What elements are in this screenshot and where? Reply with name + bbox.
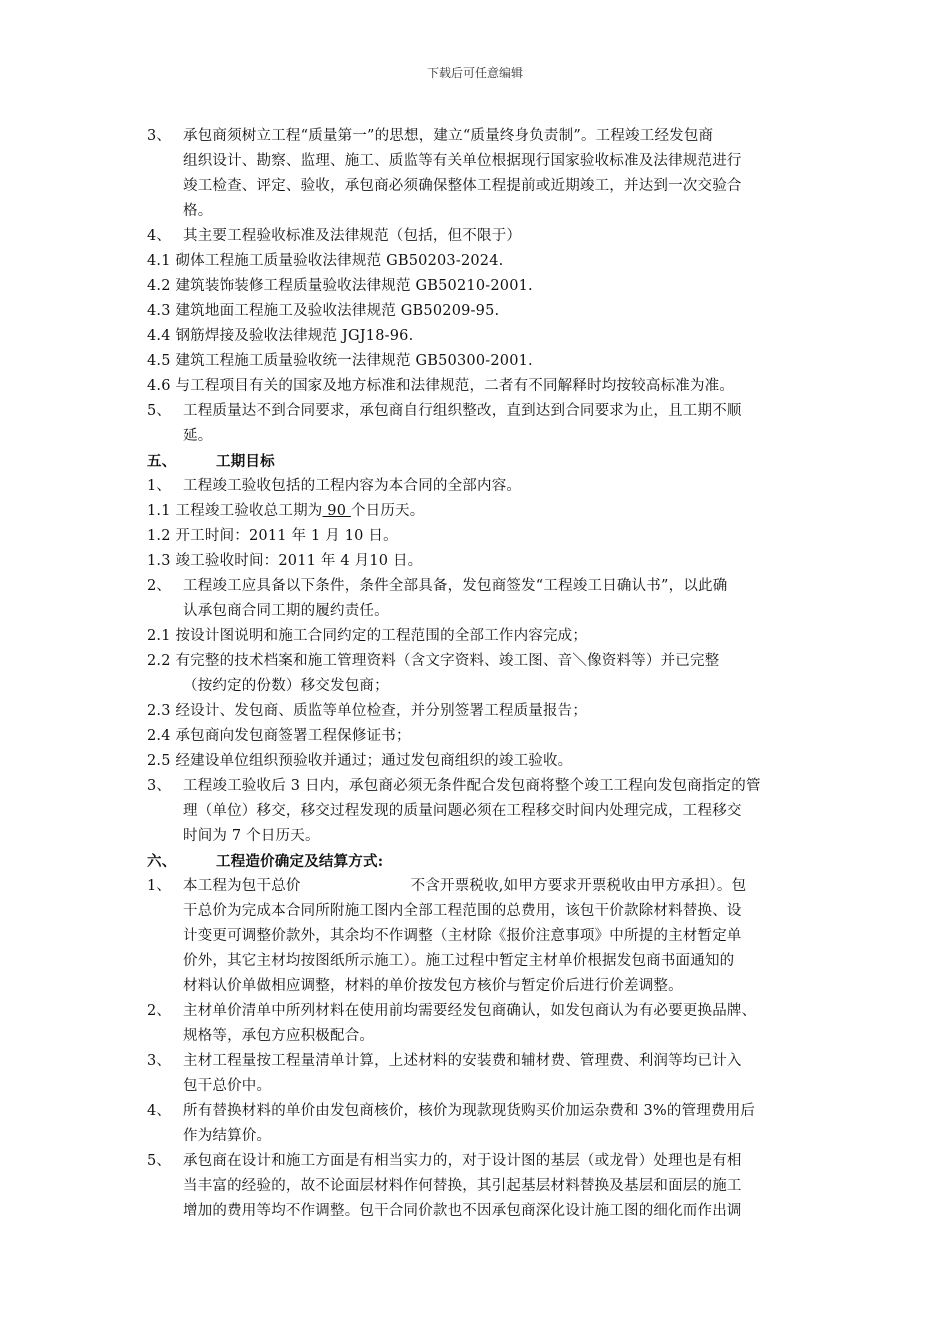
document-line — [0, 624, 950, 649]
item-text: 主材单价清单中所列材料在使用前均需要经发包商确认，如发包商认为有必要更换品牌、 — [183, 1003, 757, 1019]
document-line — [0, 799, 950, 824]
document-line — [0, 949, 950, 974]
continuation-text: 当丰富的经验的，故不论面层材料作何替换，其引起基层材料替换及基层和面层的施工 — [183, 1178, 742, 1194]
document-line — [0, 374, 950, 399]
document-line — [0, 124, 950, 149]
document-line — [0, 1049, 950, 1074]
document-line — [0, 274, 950, 299]
continuation-text: 理（单位）移交，移交过程发现的质量问题必须在工程移交时间内处理完成，工程移交 — [183, 803, 742, 819]
sub-item-text: 4.6 与工程项目有关的国家及地方标准和法律规范，二者有不同解释时均按较高标准为准。 — [147, 378, 735, 394]
section-heading: 工期目标 — [216, 453, 275, 470]
continuation-text: 规格等，承包方应积极配合。 — [183, 1028, 375, 1044]
document-line — [0, 899, 950, 924]
item-number: 3、 — [147, 1053, 172, 1069]
document-line — [0, 574, 950, 599]
item-number: 5、 — [147, 1153, 172, 1169]
page-header: 下载后可任意编辑 — [426, 66, 523, 80]
continuation-text: 竣工检查、评定、验收，承包商必须确保整体工程提前或近期竣工，并达到一次交验合 — [183, 178, 742, 194]
section-number: 五、 — [147, 453, 177, 470]
item-text: 工程质量达不到合同要求，承包商自行组织整改，直到达到合同要求为止，且工期不顺 — [183, 403, 742, 419]
section-number: 六、 — [147, 853, 177, 870]
continuation-text: 延。 — [183, 428, 213, 444]
sub-item-text: 4.3 建筑地面工程施工及验收法律规范 GB50209-95. — [147, 303, 500, 319]
item-text: 其主要工程验收标准及法律规范（包括，但不限于） — [183, 228, 522, 244]
document-line — [0, 649, 950, 674]
document-line — [0, 924, 950, 949]
continuation-text: 作为结算价。 — [183, 1128, 272, 1144]
document-line — [0, 1074, 950, 1099]
document-line — [0, 1099, 950, 1124]
document-line — [0, 1124, 950, 1149]
document-line — [0, 324, 950, 349]
continuation-text: 格。 — [183, 203, 213, 219]
item-number: 5、 — [147, 403, 172, 419]
document-line — [0, 249, 950, 274]
sub-item-text-part: 1.1 工程竣工验收总工期为 — [147, 503, 323, 519]
item-text: 工程竣工应具备以下条件，条件全部具备，发包商签发“工程竣工日确认书”，以此确 — [183, 578, 728, 594]
sub-item-text: 2.1 按设计图说明和施工合同约定的工程范围的全部工作内容完成； — [147, 628, 588, 644]
sub-item-text: 4.4 钢筋焊接及验收法律规范 JGJ18-96. — [147, 328, 414, 344]
item-text: 承包商在设计和施工方面是有相当实力的，对于设计图的基层（或龙骨）处理也是有相 — [183, 1153, 742, 1169]
document-line — [0, 224, 950, 249]
item-text — [183, 874, 746, 899]
item-number: 3、 — [147, 778, 172, 794]
continuation-text: （按约定的份数）移交发包商； — [183, 678, 389, 694]
document-line — [0, 399, 950, 424]
document-line — [0, 449, 950, 474]
document-line — [0, 774, 950, 799]
document-line — [0, 1174, 950, 1199]
filled-blank-value: 90 — [322, 503, 351, 519]
document-line — [0, 674, 950, 699]
item-text-part: 本工程为包干总价 — [183, 878, 301, 894]
sub-item-text: 2.4 承包商向发包商签署工程保修证书； — [147, 728, 411, 744]
document-line — [0, 974, 950, 999]
document-line — [0, 424, 950, 449]
continuation-text: 价外，其它主材均按图纸所示施工）。施工过程中暂定主材单价根据发包商书面通知的 — [183, 953, 735, 969]
sub-item-text-part: 个日历天。 — [350, 503, 425, 519]
document-line — [0, 749, 950, 774]
document-line — [0, 199, 950, 224]
continuation-text: 组织设计、勘察、监理、施工、质监等有关单位根据现行国家验收标准及法律规范进行 — [183, 153, 742, 169]
document-line — [0, 149, 950, 174]
document-line — [0, 524, 950, 549]
document-line — [0, 499, 950, 524]
sub-item-text: 4.1 砌体工程施工质量验收法律规范 GB50203-2024. — [147, 253, 504, 269]
sub-item-text: 2.3 经设计、发包商、质监等单位检查，并分别签署工程质量报告； — [147, 703, 588, 719]
item-text: 工程竣工验收后 3 日内，承包商必须无条件配合发包商将整个竣工工程向发包商指定的管 — [183, 778, 761, 794]
document-line — [0, 549, 950, 574]
sub-item-text: 4.5 建筑工程施工质量验收统一法律规范 GB50300-2001. — [147, 353, 533, 369]
document-line — [0, 299, 950, 324]
continuation-text: 包干总价中。 — [183, 1078, 272, 1094]
document-line — [0, 999, 950, 1024]
item-number: 2、 — [147, 1003, 172, 1019]
continuation-text: 材料认价单做相应调整，材料的单价按发包方核价与暂定价后进行价差调整。 — [183, 978, 683, 994]
item-text-part: 不含开票税收,如甲方要求开票税收由甲方承担）。包 — [410, 878, 747, 894]
document-line — [0, 849, 950, 874]
continuation-text: 认承包商合同工期的履约责任。 — [183, 603, 389, 619]
continuation-text: 增加的费用等均不作调整。包干合同价款也不因承包商深化设计施工图的细化而作出调 — [183, 1203, 742, 1219]
item-text: 所有替换材料的单价由发包商核价，核价为现款现货购买价加运杂费和 3%的管理费用后 — [183, 1103, 756, 1119]
sub-item-text: 2.2 有完整的技术档案和施工管理资料（含文字资料、竣工图、音＼像资料等）并已完整 — [147, 653, 720, 669]
item-text: 承包商须树立工程“质量第一”的思想，建立“质量终身负责制”。工程竣工经发包商 — [183, 128, 714, 144]
item-text: 主材工程量按工程量清单计算，上述材料的安装费和辅材费、管理费、利润等均已计入 — [183, 1053, 742, 1069]
document-line — [0, 1199, 950, 1224]
document-line — [0, 599, 950, 624]
item-number: 1、 — [147, 878, 172, 894]
document-line — [0, 349, 950, 374]
item-text: 工程竣工验收包括的工程内容为本合同的全部内容。 — [183, 478, 522, 494]
document-line — [0, 824, 950, 849]
sub-item-text: 4.2 建筑装饰装修工程质量验收法律规范 GB50210-2001. — [147, 278, 533, 294]
item-number: 2、 — [147, 578, 172, 594]
continuation-text: 时间为 7 个日历天。 — [183, 828, 320, 844]
document-line — [0, 724, 950, 749]
item-number: 4、 — [147, 1103, 172, 1119]
sub-item-text: 1.3 竣工验收时间：2011 年 4 月10 日。 — [147, 553, 423, 569]
document-line — [0, 1024, 950, 1049]
continuation-text: 计变更可调整价款外，其余均不作调整（主材除《报价注意事项》中所提的主材暂定单 — [183, 928, 742, 944]
item-number: 1、 — [147, 478, 172, 494]
item-number: 3、 — [147, 128, 172, 144]
document-line — [0, 1149, 950, 1174]
document-body — [0, 124, 950, 1224]
document-line — [0, 474, 950, 499]
document-line — [0, 174, 950, 199]
continuation-text: 干总价为完成本合同所附施工图内全部工程范围的总费用，该包干价款除材料替换、设 — [183, 903, 742, 919]
sub-item-text: 2.5 经建设单位组织预验收并通过；通过发包商组织的竣工验收。 — [147, 753, 573, 769]
item-number: 4、 — [147, 228, 172, 244]
document-line — [0, 874, 950, 899]
sub-item-text — [147, 499, 424, 524]
section-heading: 工程造价确定及结算方式: — [216, 853, 384, 870]
sub-item-text: 1.2 开工时间：2011 年 1 月 10 日。 — [147, 528, 398, 544]
document-line — [0, 699, 950, 724]
